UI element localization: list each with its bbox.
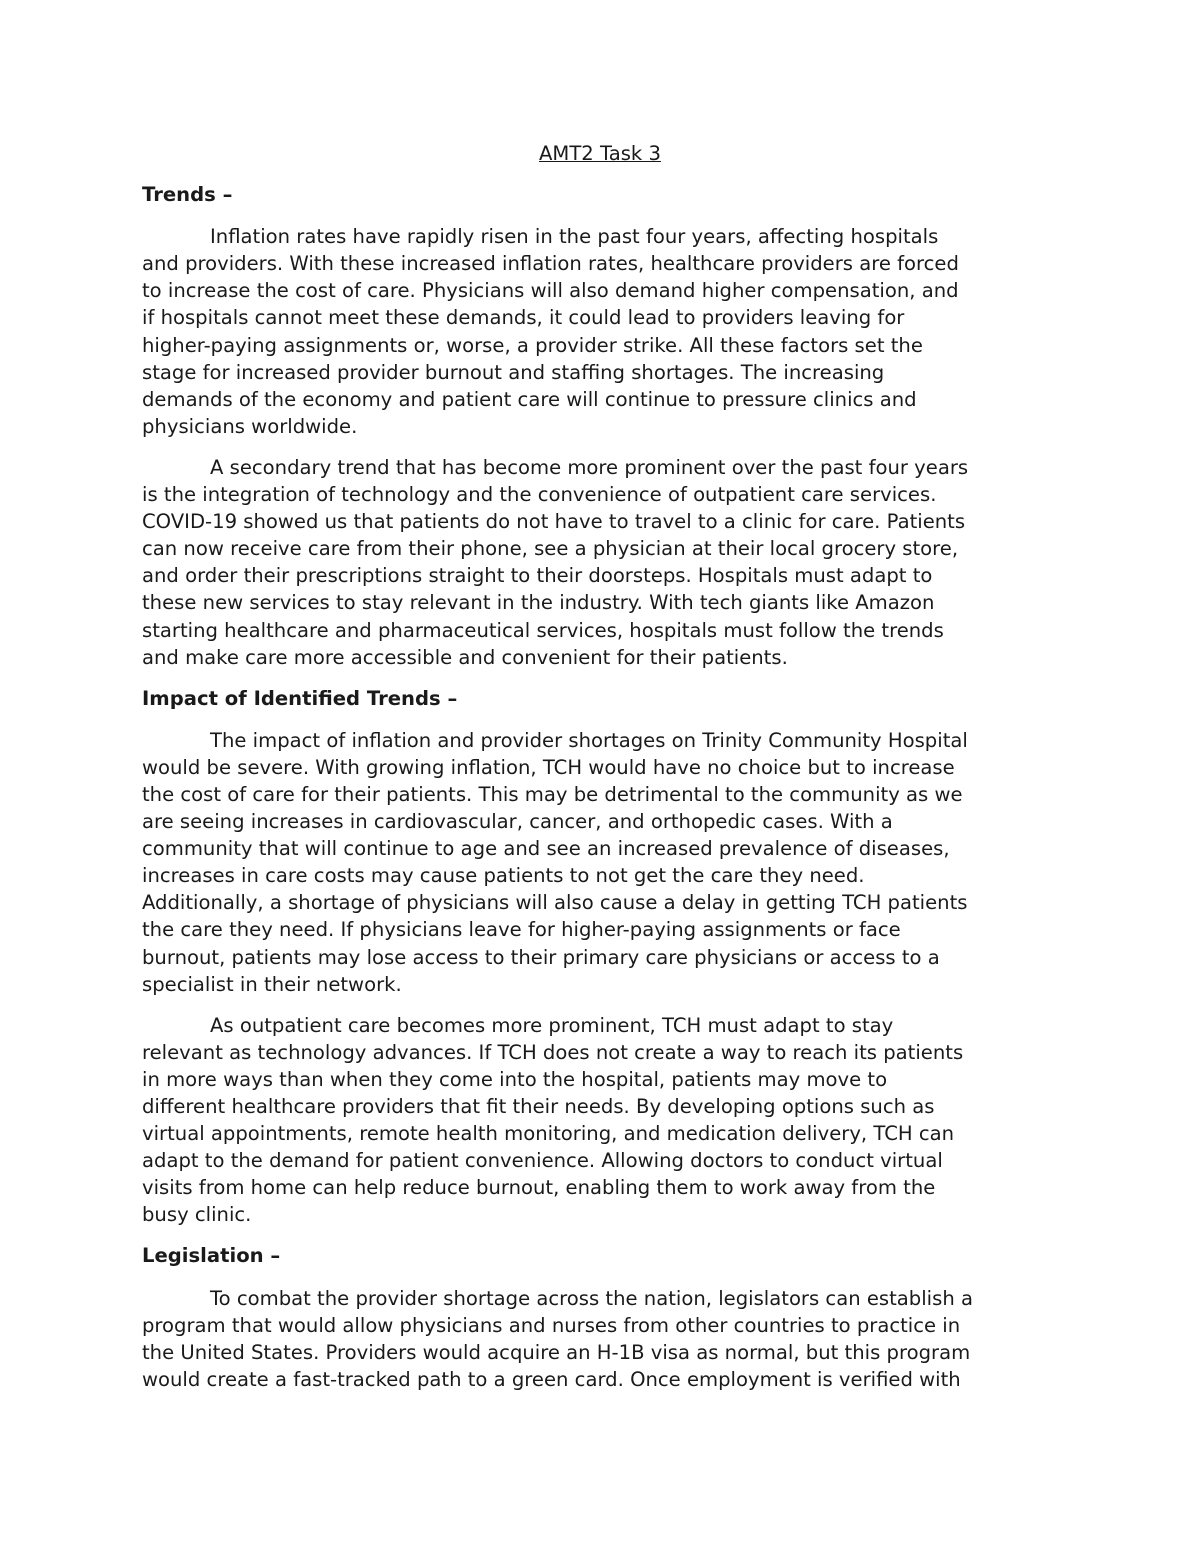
paragraph-line: physicians worldwide.: [142, 414, 358, 438]
paragraph-line: and make care more accessible and convenient for their patients.: [142, 645, 788, 669]
paragraph-line: As outpatient care becomes more prominent, TCH must adapt to stay: [210, 1013, 894, 1037]
paragraph-line: and order their prescriptions straight to their doorsteps. Hospitals must adapt to: [142, 564, 933, 588]
paragraph-line: increases in care costs may cause patients to not get the care they need.: [142, 864, 865, 888]
paragraph-line: stage for increased provider burnout and staffing shortages. The increasing: [142, 360, 885, 384]
body-paragraph: [142, 1285, 1058, 1393]
paragraph-line: if hospitals cannot meet these demands, it could lead to providers leaving for: [142, 306, 905, 330]
body-paragraph: [142, 727, 1058, 998]
paragraph-line: the care they need. If physicians leave for higher-paying assignments or face: [142, 918, 901, 942]
paragraph-line: community that will continue to age and see an increased prevalence of diseases,: [142, 837, 950, 861]
paragraph-line: busy clinic.: [142, 1203, 252, 1227]
body-paragraph: [142, 454, 1058, 671]
paragraph-line: adapt to the demand for patient convenience. Allowing doctors to conduct virtual: [142, 1149, 943, 1173]
section-heading: Trends –: [142, 183, 233, 207]
paragraph-line: the United States. Providers would acquire an H-1B visa as normal, but this program: [142, 1340, 971, 1364]
paragraph-line: to increase the cost of care. Physicians will also demand higher compensation, and: [142, 279, 959, 303]
paragraph-line: is the integration of technology and the convenience of outpatient care services.: [142, 483, 937, 507]
paragraph-line: Additionally, a shortage of physicians will also cause a delay in getting TCH patients: [142, 891, 968, 915]
section-heading: Impact of Identified Trends –: [142, 686, 458, 710]
paragraph-line: higher-paying assignments or, worse, a provider strike. All these factors set the: [142, 333, 923, 357]
body-paragraph: [142, 223, 1058, 440]
paragraph-line: would be severe. With growing inflation, TCH would have no choice but to increase: [142, 755, 955, 779]
paragraph-line: demands of the economy and patient care will continue to pressure clinics and: [142, 387, 917, 411]
paragraph-line: would create a fast-tracked path to a green card. Once employment is verified with: [142, 1367, 961, 1391]
paragraph-line: burnout, patients may lose access to their primary care physicians or access to a: [142, 945, 940, 969]
paragraph-line: and providers. With these increased inflation rates, healthcare providers are forced: [142, 252, 959, 276]
paragraph-line: visits from home can help reduce burnout, enabling them to work away from the: [142, 1176, 936, 1200]
paragraph-line: in more ways than when they come into the hospital, patients may move to: [142, 1067, 888, 1091]
paragraph-line: To combat the provider shortage across the nation, legislators can establish a: [210, 1286, 973, 1310]
paragraph-line: virtual appointments, remote health monitoring, and medication delivery, TCH can: [142, 1122, 955, 1146]
section-heading: Legislation –: [142, 1244, 281, 1268]
body-paragraph: [142, 1012, 1058, 1229]
paragraph-line: the cost of care for their patients. This may be detrimental to the community as we: [142, 782, 963, 806]
document-page: [142, 140, 1058, 1407]
paragraph-line: The impact of inflation and provider shortages on Trinity Community Hospital: [210, 728, 968, 752]
paragraph-line: A secondary trend that has become more prominent over the past four years: [210, 455, 969, 479]
paragraph-line: starting healthcare and pharmaceutical services, hospitals must follow the trends: [142, 618, 944, 642]
paragraph-line: different healthcare providers that fit their needs. By developing options such as: [142, 1095, 935, 1118]
paragraph-line: relevant as technology advances. If TCH does not create a way to reach its patients: [142, 1040, 964, 1064]
paragraph-line: Inflation rates have rapidly risen in the past four years, affecting hospitals: [210, 225, 939, 249]
paragraph-line: specialist in their network.: [142, 972, 402, 996]
paragraph-line: COVID-19 showed us that patients do not have to travel to a clinic for care. Patients: [142, 510, 966, 534]
document-title: AMT2 Task 3: [539, 142, 661, 165]
paragraph-line: these new services to stay relevant in the industry. With tech giants like Amazon: [142, 591, 935, 615]
paragraph-line: are seeing increases in cardiovascular, cancer, and orthopedic cases. With a: [142, 810, 893, 834]
document-body: [142, 181, 1058, 1393]
paragraph-line: program that would allow physicians and nurses from other countries to practice in: [142, 1313, 961, 1337]
paragraph-line: can now receive care from their phone, see a physician at their local grocery store,: [142, 537, 959, 561]
